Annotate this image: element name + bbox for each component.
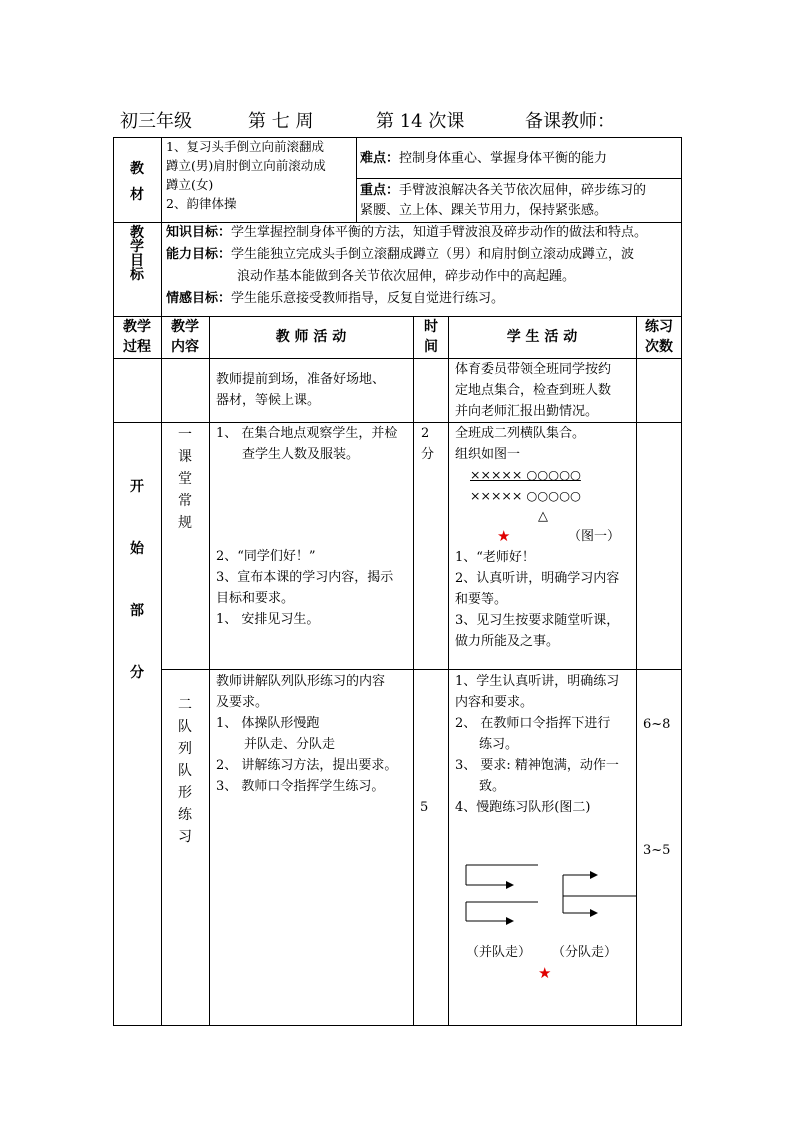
split-march-arrows [563, 875, 636, 913]
prep-teacher: 教师提前到场，准备好场地、 器材，等候上课。 [216, 372, 386, 408]
phase-label: 开 始 部 分 [130, 479, 144, 681]
drill-student: 1、学生认真听讲，明确练习 内容和要求。 2、 在教师口令指挥下进行 练习。 3、 要求: 精神饱满，动作一 致。 4、慢跑练习队形(图二) [455, 674, 620, 815]
march-diagram [455, 855, 636, 935]
goals-content: 知识目标：学生掌握控制身体平衡的方法，知道手臂波浪及碎步动作的做法和特点。 能力目标：学生能独立完成头手倒立滚翻成蹲立（男）和肩肘倒立滚动成蹲立，波 浪动作基本能做到各关节依次屈伸，碎步动作中的高起踵。 情感目标：学生能乐意接受教师指导，反复自觉进行练习。 [166, 225, 648, 306]
teacher-triangle: △ [538, 509, 548, 524]
prep-student: 体育委员带领全班同学按约 定地点集合，检查到班人数 并向老师汇报出勤情况。 [455, 362, 612, 419]
goals-label: 教 学 目 标 [130, 225, 144, 283]
week-label: 第 七 周 [248, 111, 314, 132]
col-header-content: 教学 内容 [171, 319, 199, 355]
col-header-student: 学 生 活 动 [506, 329, 578, 345]
drill-count-1: 6~8 [643, 717, 671, 732]
routine-teacher: 1、 在集合地点观察学生，并检 查学生人数及服装。 [216, 426, 398, 462]
routine-time: 2 分 [421, 426, 435, 462]
split-label: （分队走） [552, 945, 618, 960]
drill-time: 5 [420, 800, 429, 815]
routine-student: 全班成二列横队集合。 组织如图一 [455, 426, 586, 462]
lesson-label: 第 14 次课 [376, 111, 465, 132]
figure-1-label: （图一） [568, 529, 621, 544]
material-content: 1、复习头手倒立向前滚翻成 蹲立(男)肩肘倒立向前滚动成 蹲立(女) 2、韵律体操 [166, 139, 326, 211]
col-header-count: 练习 次数 [645, 319, 673, 355]
merge-march-arrows [466, 865, 538, 921]
star-icon: ★ [497, 527, 511, 545]
merge-label: （并队走） [466, 945, 532, 960]
col-header-time: 时 间 [424, 319, 438, 355]
drill-count-2: 3~5 [643, 843, 671, 858]
col-header-teacher: 教 师 活 动 [275, 329, 347, 345]
material-label: 教 材 [130, 161, 144, 203]
routine-student-2: 1、“老师好！ 2、认真听讲，明确学习内容 和要等。 3、见习生按要求随堂听课， 做力所能及之事。 [455, 550, 620, 649]
star-icon-2: ★ [538, 964, 552, 982]
formation-diagram: ××××× ○○○○○ ××××× ○○○○○ [470, 467, 581, 503]
page-header [0, 107, 794, 133]
routine-teacher-2: 2、“同学们好！” 3、宣布本课的学习内容，揭示 目标和要求。 1、 安排见习生。 [216, 549, 394, 627]
routine-label: 一 课 堂 常 规 [178, 427, 192, 531]
col-header-process: 教学 过程 [123, 319, 151, 355]
drill-teacher: 教师讲解队列队形练习的内容 及要求。 1、 体操队形慢跑 并队走、分队走 2、 讲解练习方法，提出要求。 3、 教师口令指挥学生练习。 [216, 674, 398, 794]
difficulty-line: 难点：控制身体重心、掌握身体平衡的能力 [360, 151, 608, 166]
key-points: 重点：手臂波浪解决各关节依次屈伸，碎步练习的 紧腰、立上体、踝关节用力，保持紧张感。 [360, 183, 647, 218]
teacher-label: 备课教师： [525, 111, 615, 132]
grade-label: 初三年级 [120, 111, 192, 132]
drill-label: 二 队 列 队 形 练 习 [178, 697, 192, 845]
